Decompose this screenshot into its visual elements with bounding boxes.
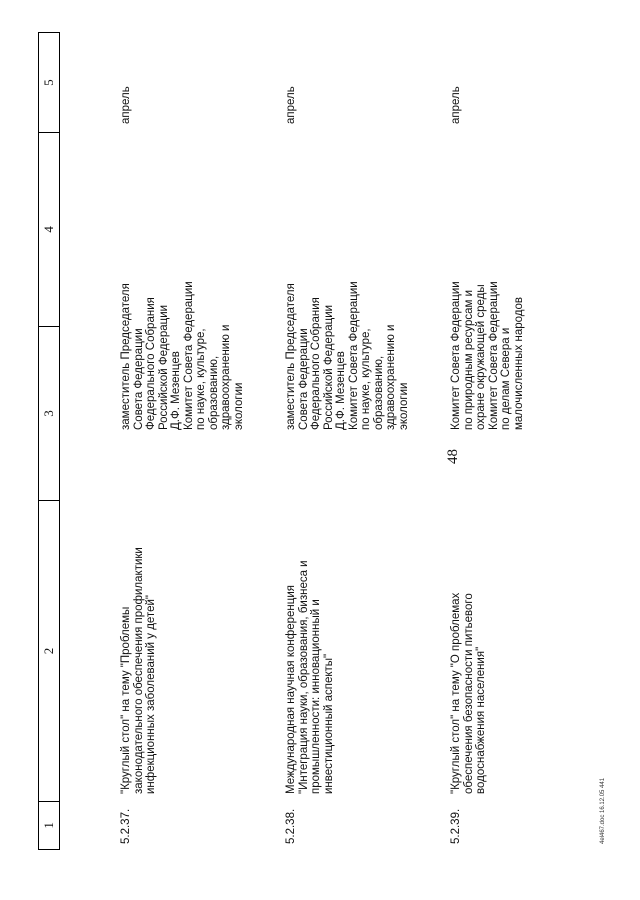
- responsible-line: по науке, культуре,: [195, 328, 207, 430]
- responsible-line: малочисленных народов: [512, 297, 525, 430]
- responsible-line: Федерального Собрания: [145, 297, 157, 430]
- event-title-line: инвестиционный аспекты": [322, 653, 335, 794]
- responsible-party: [285, 190, 410, 430]
- footer-document-code: 4el467.doc 16.12.05 441: [600, 777, 606, 844]
- responsible-line: по делам Севера и: [500, 327, 512, 430]
- responsible-line: Комитет Совета Федерации: [487, 281, 500, 430]
- responsible-line: экологии: [232, 382, 245, 430]
- event-title-line: обеспечения безопасности питьевого: [462, 593, 475, 794]
- responsible-line: образованию,: [207, 355, 220, 430]
- event-title-line: "Круглый стол" на тему "О проблемах: [450, 592, 462, 794]
- column-number-header: [38, 32, 60, 850]
- column-header-2: 2: [39, 500, 59, 801]
- responsible-line: Д.Ф. Мезенцев: [335, 351, 347, 430]
- item-number: 5.2.38.: [285, 808, 297, 844]
- responsible-line: Комитет Совета Федерации: [450, 281, 462, 430]
- responsible-line: Российской Федерации: [157, 304, 170, 430]
- responsible-line: охране окружающей среды: [475, 284, 487, 430]
- responsible-line: Совета Федерации: [132, 328, 145, 430]
- event-title-line: законодательного обеспечения профилактики: [132, 547, 145, 794]
- event-title-line: инфекционных заболеваний у детей": [145, 595, 157, 794]
- month: апрель: [285, 86, 297, 124]
- responsible-line: здравоохранению и: [385, 324, 397, 430]
- event-title-line: Международная научная конференция: [285, 585, 297, 794]
- responsible-line: Комитет Совета Федерации: [182, 281, 195, 430]
- responsible-line: по науке, культуре,: [360, 328, 372, 430]
- column-header-3: 3: [39, 326, 59, 500]
- month: апрель: [120, 86, 132, 124]
- responsible-line: экологии: [397, 382, 410, 430]
- event-title-line: "Интеграция науки, образования, бизнеса и: [297, 560, 310, 794]
- responsible-party: [450, 190, 525, 430]
- responsible-line: Совета Федерации: [297, 328, 310, 430]
- responsible-line: Комитет Совета Федерации: [347, 281, 360, 430]
- item-number: 5.2.39.: [450, 808, 462, 844]
- event-title: [450, 494, 488, 794]
- event-title-line: "Круглый стол" на тему "Проблемы: [120, 606, 132, 794]
- column-header-4: 4: [39, 132, 59, 326]
- responsible-line: заместитель Председателя: [120, 283, 132, 430]
- event-title-line: водоснабжения населения": [475, 646, 487, 794]
- page-number: 48: [445, 449, 461, 464]
- responsible-line: по природным ресурсам и: [462, 289, 475, 430]
- month: апрель: [450, 86, 462, 124]
- responsible-line: заместитель Председателя: [285, 283, 297, 430]
- responsible-line: здравоохранению и: [220, 324, 232, 430]
- item-number: 5.2.37.: [120, 808, 132, 844]
- responsible-line: Д.Ф. Мезенцев: [170, 351, 182, 430]
- column-header-5: 5: [41, 79, 56, 86]
- event-title-line: промышленности: инновационный и: [310, 599, 322, 794]
- column-header-1: 1: [39, 801, 59, 849]
- event-title: [285, 494, 335, 794]
- responsible-line: Российской Федерации: [322, 304, 335, 430]
- responsible-line: Федерального Собрания: [310, 297, 322, 430]
- event-title: [120, 494, 158, 794]
- responsible-line: образованию,: [372, 355, 385, 430]
- responsible-party: [120, 190, 245, 430]
